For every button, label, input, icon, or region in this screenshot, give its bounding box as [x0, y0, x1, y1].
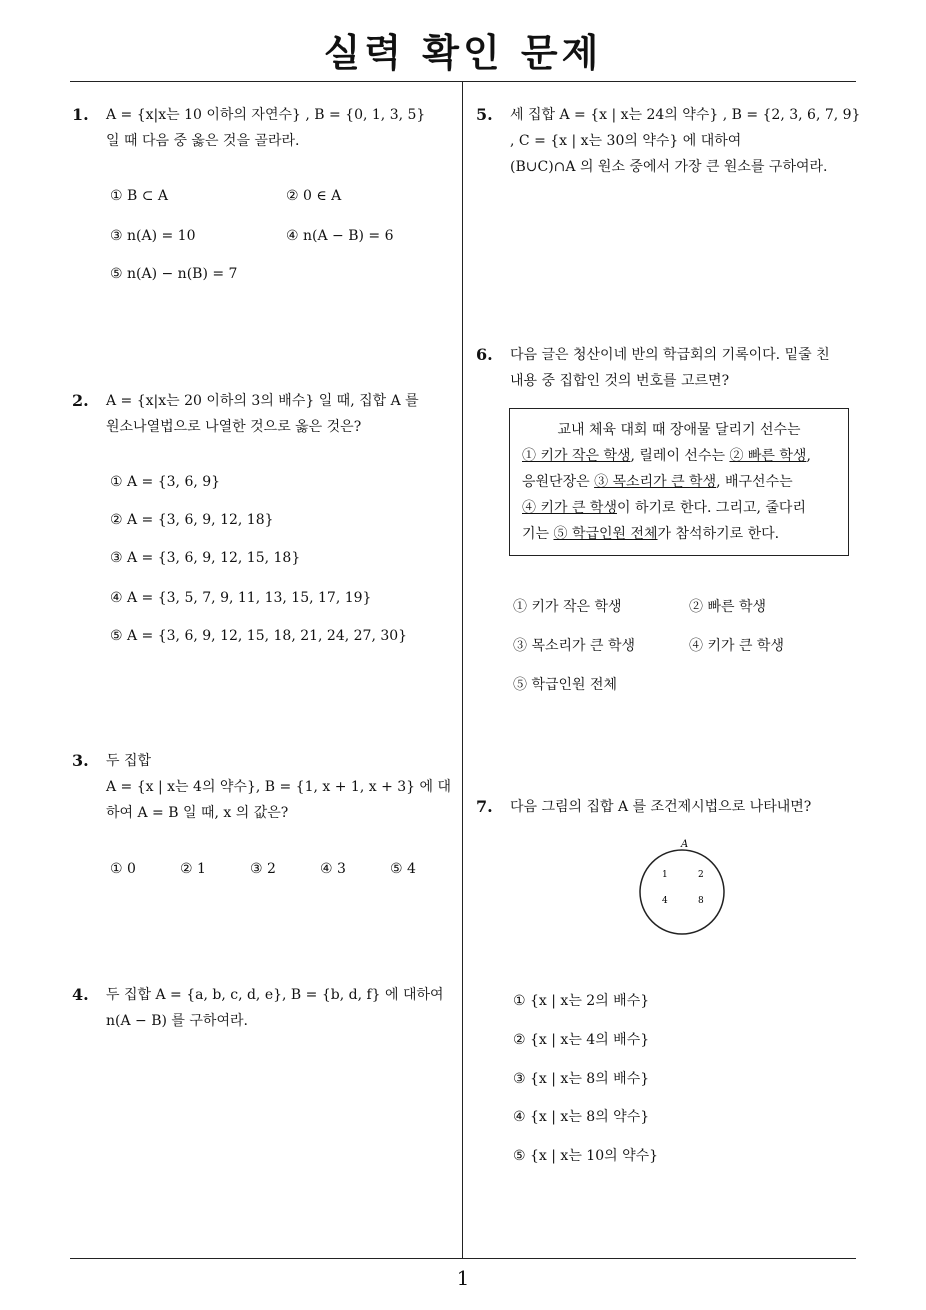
- box-line: 기는 ⑤ 학급인원 전체가 참석하기로 한다.: [522, 526, 780, 542]
- question-number: 6.: [476, 345, 493, 364]
- answer-choice-2[interactable]: ② {x | x는 4의 배수}: [513, 1032, 650, 1048]
- underlined-item-1: ① 키가 작은 학생: [522, 448, 631, 464]
- column-divider: [462, 82, 463, 1258]
- answer-choice-3[interactable]: ③ 목소리가 큰 학생: [513, 638, 636, 654]
- question-number: 5.: [476, 105, 493, 124]
- question-line: A = {x|x는 10 이하의 자연수} , B = {0, 1, 3, 5}: [106, 107, 426, 123]
- answer-choice-4[interactable]: ④ A = {3, 5, 7, 9, 11, 13, 15, 17, 19}: [110, 590, 372, 606]
- set-circle: [640, 850, 724, 934]
- set-diagram: [632, 836, 742, 940]
- question-line: 다음 글은 청산이네 반의 학급회의 기록이다. 밑줄 친: [510, 347, 830, 363]
- set-element: 8: [698, 896, 704, 906]
- question-number: 4.: [72, 985, 89, 1004]
- answer-choice-3[interactable]: ③ {x | x는 8의 배수}: [513, 1071, 650, 1087]
- question-line: A = {x | x는 4의 약수}, B = {1, x + 1, x + 3} 에 대: [106, 779, 452, 795]
- question-5: [476, 102, 861, 180]
- question-line: A = {x|x는 20 이하의 3의 배수} 일 때, 집합 A 를: [106, 393, 419, 409]
- question-text: [106, 388, 457, 440]
- question-number: 3.: [72, 751, 89, 770]
- question-line: 두 집합 A = {a, b, c, d, e}, B = {b, d, f} 에 대하여: [106, 987, 444, 1003]
- box-line: 교내 체육 대회 때 장애물 달리기 선수는: [557, 422, 801, 438]
- answer-choice-3[interactable]: ③ n(A) = 10: [110, 228, 196, 244]
- question-line: , C = {x | x는 30의 약수} 에 대하여: [510, 133, 742, 149]
- box-line: ① 키가 작은 학생, 릴레이 선수는 ② 빠른 학생,: [522, 448, 811, 464]
- underlined-item-3: ③ 목소리가 큰 학생: [594, 474, 717, 490]
- bottom-rule: [70, 1258, 856, 1259]
- question-text: [106, 748, 457, 826]
- underlined-item-5: ⑤ 학급인원 전체: [553, 526, 658, 542]
- set-element: 4: [662, 896, 668, 906]
- question-number: 1.: [72, 105, 89, 124]
- question-4: [72, 982, 457, 1034]
- answer-choice-1[interactable]: ① A = {3, 6, 9}: [110, 474, 221, 490]
- question-text: [106, 982, 457, 1034]
- page-title: 실력 확인 문제: [323, 31, 603, 75]
- answer-choice-2[interactable]: ② 1: [180, 861, 206, 877]
- answer-choice-2[interactable]: ② 빠른 학생: [689, 599, 766, 615]
- answer-choice-4[interactable]: ④ {x | x는 8의 약수}: [513, 1109, 650, 1125]
- question-7: [476, 794, 861, 820]
- question-line: 내용 중 집합인 것의 번호를 고르면?: [510, 373, 730, 389]
- question-number: 2.: [72, 391, 89, 410]
- answer-choice-5[interactable]: ⑤ n(A) − n(B) = 7: [110, 266, 238, 282]
- answer-choice-1[interactable]: ① {x | x는 2의 배수}: [513, 993, 650, 1009]
- question-1: [72, 102, 457, 154]
- question-number: 7.: [476, 797, 493, 816]
- set-label: A: [681, 839, 689, 850]
- answer-choice-4[interactable]: ④ 3: [320, 861, 346, 877]
- question-line: (B∪C)∩A 의 원소 중에서 가장 큰 원소를 구하여라.: [510, 159, 828, 175]
- box-line: ④ 키가 큰 학생이 하기로 한다. 그리고, 줄다리: [522, 500, 806, 516]
- underlined-item-2: ② 빠른 학생: [729, 448, 807, 464]
- set-element: 1: [662, 870, 668, 880]
- question-line: 하여 A = B 일 때, x 의 값은?: [106, 805, 289, 821]
- set-element: 2: [698, 870, 704, 880]
- question-text: [510, 794, 861, 820]
- answer-choice-5[interactable]: ⑤ 학급인원 전체: [513, 677, 618, 693]
- answer-choice-4[interactable]: ④ 키가 큰 학생: [689, 638, 784, 654]
- top-rule: [70, 81, 856, 82]
- answer-choice-3[interactable]: ③ A = {3, 6, 9, 12, 15, 18}: [110, 550, 301, 566]
- answer-choice-5[interactable]: ⑤ A = {3, 6, 9, 12, 15, 18, 21, 24, 27, 30}: [110, 628, 408, 644]
- page-number: 1: [456, 1266, 470, 1290]
- question-text: [106, 102, 457, 154]
- question-text: [510, 342, 861, 394]
- meeting-record-box: [509, 408, 849, 556]
- question-line: n(A − B) 를 구하여라.: [106, 1013, 248, 1029]
- question-line: 다음 그림의 집합 A 를 조건제시법으로 나타내면?: [510, 799, 812, 815]
- answer-choice-1[interactable]: ① B ⊂ A: [110, 188, 169, 204]
- question-line: 세 집합 A = {x | x는 24의 약수} , B = {2, 3, 6, 7, 9}: [510, 107, 861, 123]
- underlined-item-4: ④ 키가 큰 학생: [522, 500, 617, 516]
- question-text: [510, 102, 861, 180]
- answer-choice-3[interactable]: ③ 2: [250, 861, 276, 877]
- box-line: 응원단장은 ③ 목소리가 큰 학생, 배구선수는: [522, 474, 793, 490]
- answer-choice-5[interactable]: ⑤ 4: [390, 861, 416, 877]
- question-3: [72, 748, 457, 826]
- answer-choice-2[interactable]: ② 0 ∈ A: [286, 188, 342, 204]
- answer-choice-2[interactable]: ② A = {3, 6, 9, 12, 18}: [110, 512, 274, 528]
- question-line: 원소나열법으로 나열한 것으로 옳은 것은?: [106, 419, 362, 435]
- question-2: [72, 388, 457, 440]
- answer-choice-1[interactable]: ① 키가 작은 학생: [513, 599, 622, 615]
- question-line: 일 때 다음 중 옳은 것을 골라라.: [106, 133, 300, 149]
- answer-choice-4[interactable]: ④ n(A − B) = 6: [286, 228, 394, 244]
- question-6: [476, 342, 861, 394]
- answer-choice-1[interactable]: ① 0: [110, 861, 136, 877]
- answer-choice-5[interactable]: ⑤ {x | x는 10의 약수}: [513, 1148, 659, 1164]
- question-line: 두 집합: [106, 753, 152, 769]
